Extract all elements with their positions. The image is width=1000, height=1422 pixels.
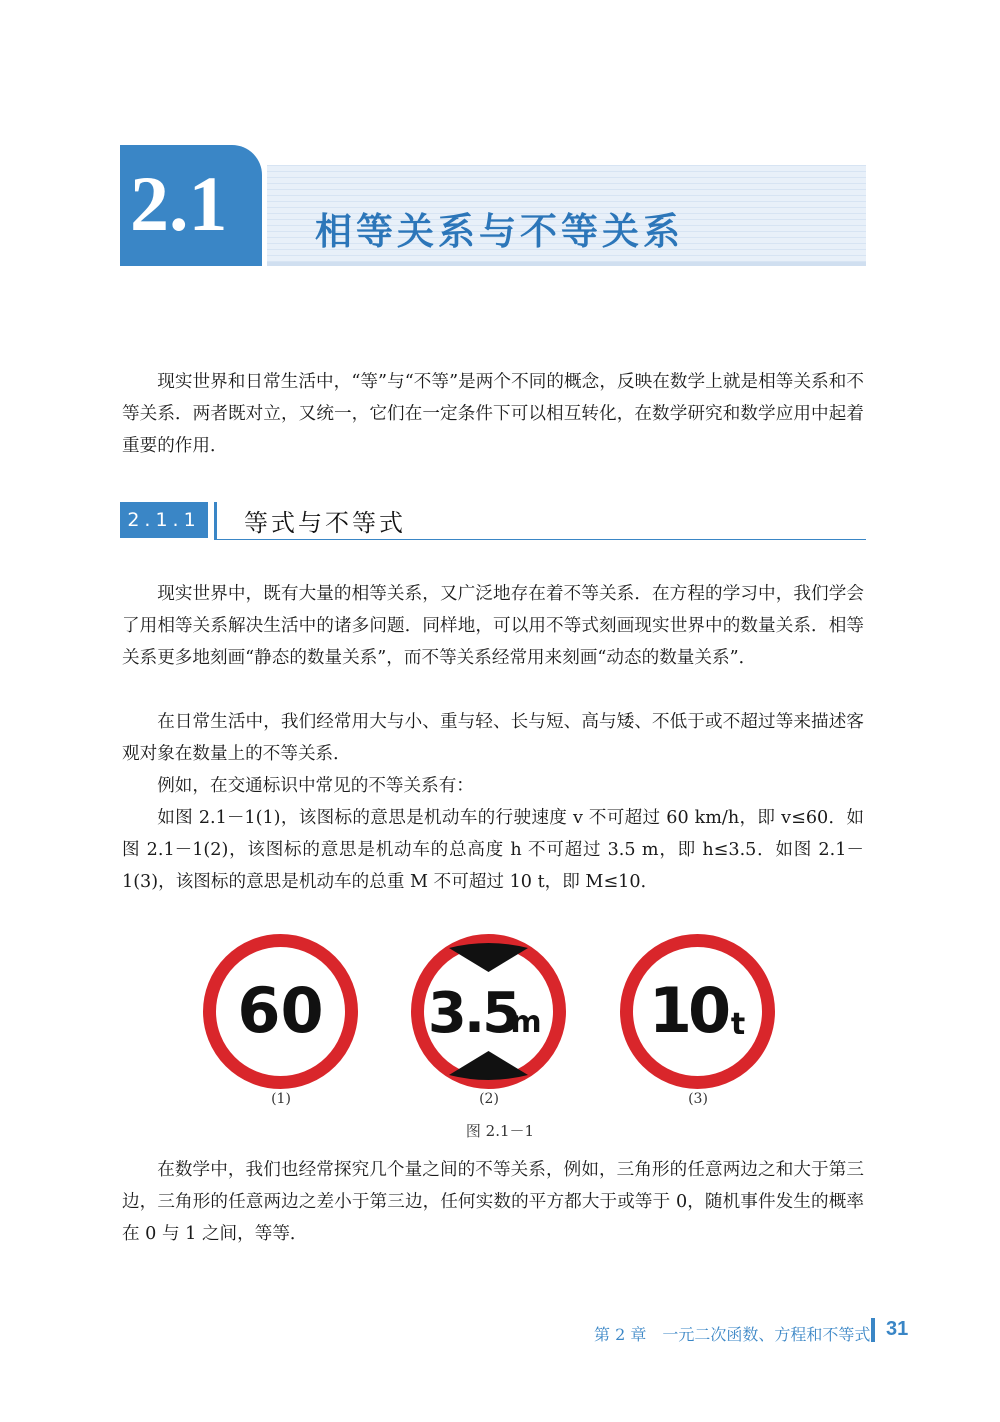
subsection-underline xyxy=(214,539,866,540)
subsection-header xyxy=(120,502,866,540)
intro-paragraph: 现实世界和日常生活中，“等”与“不等”是两个不同的概念，反映在数学上就是相等关系和不等关系．两者既对立，又统一，它们在一定条件下可以相互转化，在数学研究和数学应用中起着重要的作用． xyxy=(122,372,864,456)
body-paragraph-4: 如图 2.1－1(1)，该图标的意思是机动车的行驶速度 v 不可超过 60 km/h，即 v≤60．如图 2.1－1(2)，该图标的意思是机动车的总高度 h 不可超过 3.5 m，即 h≤3.5．如图 2.1－1(3)，该图标的意思是机动车的总重 M 不可超过 10 t，即 M≤10． xyxy=(122,808,864,892)
footer-divider xyxy=(871,1318,875,1342)
sign-caption-2: (2) xyxy=(479,1091,499,1107)
section-number-box xyxy=(120,145,262,266)
section-title-band xyxy=(267,165,866,266)
section-number: 2.1 xyxy=(130,160,228,247)
body-paragraph-2: 在日常生活中，我们经常用大与小、重与轻、长与短、高与矮、不低于或不超过等来描述客观对象在数量上的不等关系． xyxy=(122,712,864,764)
closing-paragraph: 在数学中，我们也经常探究几个量之间的不等关系，例如，三角形的任意两边之和大于第三边，三角形的任意两边之差小于第三边，任何实数的平方都大于或等于 0，随机事件发生的概率在 0 与 1 之间，等等． xyxy=(122,1160,864,1244)
figure-caption: 图 2.1－1 xyxy=(465,1122,535,1140)
section-title: 相等关系与不等关系 xyxy=(315,210,684,253)
sign-unit: t xyxy=(730,1007,746,1042)
sign-caption-1: (1) xyxy=(271,1091,291,1107)
sign-unit: m xyxy=(510,1005,542,1040)
height-limit-sign xyxy=(411,934,566,1089)
body-paragraph-1: 现实世界中，既有大量的相等关系，又广泛地存在着不等关系．在方程的学习中，我们学会了用相等关系解决生活中的诸多问题．同样地，可以用不等式刻画现实世界中的数量关系．相等关系更多地刻画“静态的数量关系”，而不等关系经常用来刻画“动态的数量关系”． xyxy=(122,584,864,668)
weight-limit-sign xyxy=(620,934,775,1089)
sign-caption-3: (3) xyxy=(688,1091,708,1107)
sign-value: 60 xyxy=(237,974,324,1047)
page-number: 31 xyxy=(886,1318,909,1340)
subsection-divider xyxy=(214,502,217,540)
section-header xyxy=(120,145,866,266)
subsection-number: 2.1.1 xyxy=(120,502,208,538)
sign-value: 3.5 xyxy=(427,981,519,1046)
speed-limit-sign xyxy=(203,934,358,1089)
body-paragraph-3: 例如，在交通标识中常见的不等关系有： xyxy=(157,776,474,796)
sign-value: 10 xyxy=(648,974,728,1047)
footer-chapter-title: 第 2 章 一元二次函数、方程和不等式 xyxy=(594,1325,871,1344)
subsection-title: 等式与不等式 xyxy=(244,509,406,537)
